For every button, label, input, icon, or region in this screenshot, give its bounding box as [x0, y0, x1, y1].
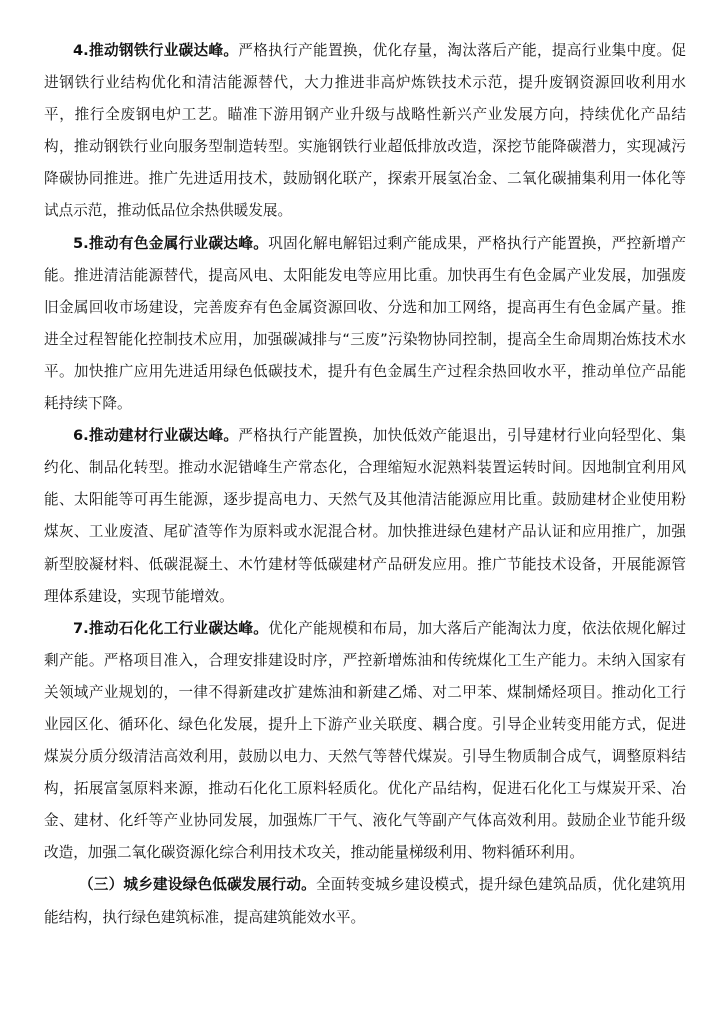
- paragraph-body: 优化产能规模和布局，加大落后产能淘汰力度，依法依规化解过剩产能。严格项目准入，合理安排建设时序，严控新增炼油和传统煤化工生产能力。未纳入国家有关领域产业规划的，一律不得新建改扩建炼油和新建乙烯、对二甲苯、煤制烯烃项目。推动化工行业园区化、循环化、绿色化发展，提升上下游产业关联度、耦合度。引导企业转变用能方式，促进煤炭分质分级清洁高效利用，鼓励以电力、天然气等替代煤炭。引导生物质制合成气，调整原料结构，拓展富氢原料来源，推动石化化工原料轻质化。优化产品结构，促进石化化工与煤炭开采、冶金、建材、化纤等产业协同发展，加强炼厂干气、液化气等副产气体高效利用。鼓励企业节能升级改造，加强二氧化碳资源化综合利用技术攻关，推动能量梯级利用、物料循环利用。: [44, 619, 686, 862]
- document-page: [44, 35, 686, 934]
- paragraph-urban-rural-construction: [44, 869, 686, 933]
- section-heading: （三）城乡建设绿色低碳发展行动。: [79, 876, 316, 894]
- paragraph-heading: 6.推动建材行业碳达峰。: [73, 427, 239, 445]
- paragraph-body: 全面转变城乡建设模式，提升绿色建筑品质，优化建筑用能结构，执行绿色建筑标准，提高建筑能效水平。: [44, 876, 686, 926]
- paragraph-body: 严格执行产能置换，优化存量，淘汰落后产能，提高行业集中度。促进钢铁行业结构优化和清洁能源替代，大力推进非高炉炼铁技术示范，提升废钢资源回收利用水平，推行全废钢电炉工艺。瞄准下游用钢产业升级与战略性新兴产业发展方向，持续优化产品结构，推动钢铁行业向服务型制造转型。实施钢铁行业超低排放改造，深挖节能降碳潜力，实现减污降碳协同推进。推广先进适用技术，鼓励钢化联产，探索开展氢冶金、二氧化碳捕集利用一体化等试点示范，推动低品位余热供暖发展。: [44, 42, 686, 220]
- paragraph-body: 巩固化解电解铝过剩产能成果，严格执行产能置换，严控新增产能。推进清洁能源替代，提高风电、太阳能发电等应用比重。加快再生有色金属产业发展，加强废旧金属回收市场建设，完善废弃有色金属资源回收、分选和加工网络，提高再生有色金属产量。推进全过程智能化控制技术应用，加强碳减排与“三废”污染物协同控制，提高全生命周期冶炼技术水平。加快推广应用先进适用绿色低碳技术，提升有色金属生产过程余热回收水平，推动单位产品能耗持续下降。: [44, 234, 686, 413]
- paragraph-heading: 5.推动有色金属行业碳达峰。: [73, 234, 269, 252]
- paragraph-petrochemical-industry: [44, 613, 686, 870]
- paragraph-heading: 7.推动石化化工行业碳达峰。: [73, 619, 269, 637]
- paragraph-building-materials-industry: [44, 420, 686, 613]
- paragraph-heading: 4.推动钢铁行业碳达峰。: [73, 42, 239, 59]
- paragraph-nonferrous-industry: [44, 228, 686, 421]
- paragraph-body: 严格执行产能置换，加快低效产能退出，引导建材行业向轻型化、集约化、制品化转型。推动水泥错峰生产常态化，合理缩短水泥熟料装置运转时间。因地制宜利用风能、太阳能等可再生能源，逐步提高电力、天然气及其他清洁能源应用比重。鼓励建材企业使用粉煤灰、工业废渣、尾矿渣等作为原料或水泥混合材。加快推进绿色建材产品认证和应用推广，加强新型胶凝材料、低碳混凝土、木竹建材等低碳建材产品研发应用。推广节能技术设备，开展能源管理体系建设，实现节能增效。: [44, 427, 686, 605]
- paragraph-steel-industry: [44, 35, 686, 228]
